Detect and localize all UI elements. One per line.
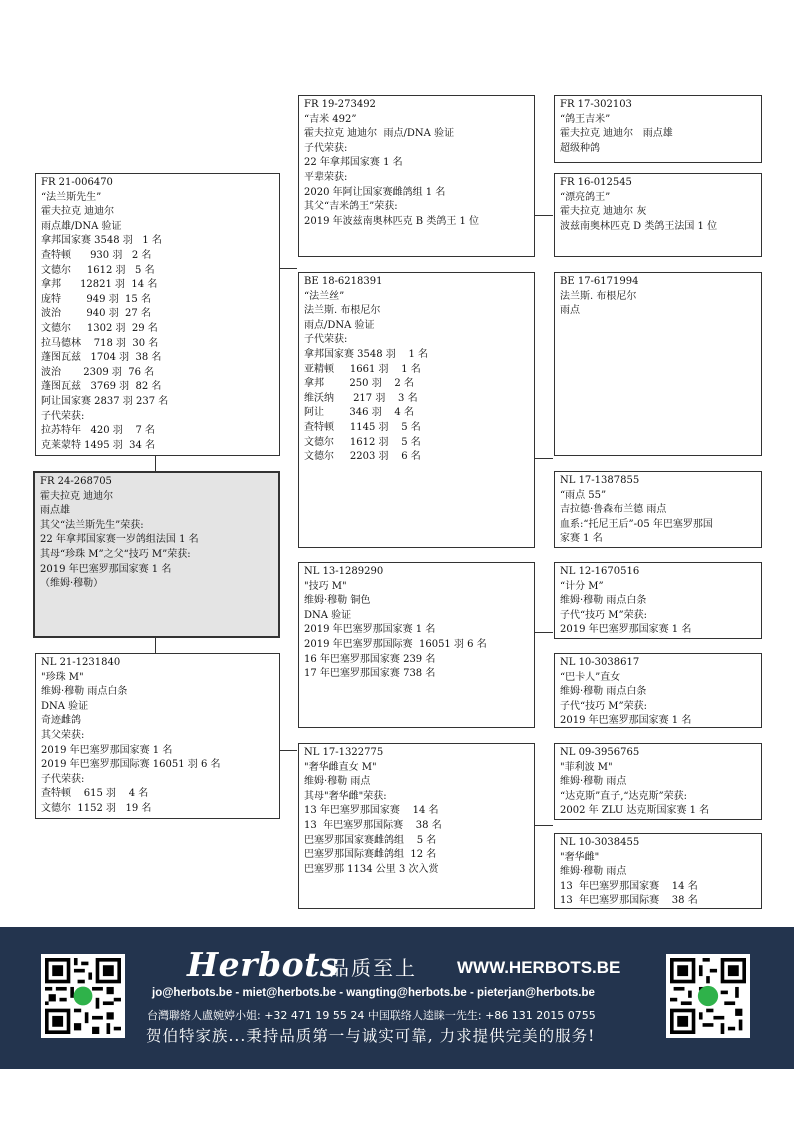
pedigree-line: 霍夫拉克 迪迪尔 灰 — [560, 206, 647, 218]
pedigree-line: 2019 年巴塞罗那国家赛 1 名 — [560, 715, 692, 727]
pedigree-line: "技巧 M" — [304, 580, 347, 592]
dam-dam-box — [298, 743, 535, 909]
pedigree-line: 查特顿 615 羽 4 名 — [41, 788, 149, 800]
pedigree-line: 雨点雄/DNA 验证 — [41, 220, 122, 232]
pedigree-line: “吉米 492” — [304, 113, 357, 125]
pedigree-line: "珍珠 M" — [41, 671, 84, 683]
pedigree-line: 22 年拿邦国家赛一岁鸽组法国 1 名 — [40, 534, 199, 546]
pedigree-line: 维沃纳 217 羽 3 名 — [304, 392, 418, 404]
pedigree-line: "奢华雌" — [560, 851, 600, 863]
pedigree-line: 维姆·穆勒 雨点白条 — [560, 686, 647, 698]
website-link[interactable]: WWW.HERBOTS.BE — [457, 958, 621, 977]
pedigree-line: 维姆·穆勒 雨点白条 — [41, 686, 128, 698]
pedigree-line: 子代荣获: — [304, 142, 348, 154]
sire-sire-sire-box — [554, 95, 762, 163]
pedigree-line: 维姆·穆勒 铜色 — [304, 595, 371, 607]
pedigree-line: 家赛 1 名 — [560, 533, 603, 545]
pedigree-line: NL 12-1670516 — [560, 566, 640, 577]
pedigree-line: 巴塞罗那 1134 公里 3 次入赏 — [304, 863, 439, 875]
pedigree-line: 文德尔 2203 羽 6 名 — [304, 451, 421, 463]
pedigree-line: 文德尔 1302 羽 29 名 — [41, 322, 158, 334]
qr-code-icon — [41, 954, 125, 1038]
dam-sire-sire-box — [554, 562, 762, 639]
sire-dam-sire-box — [554, 272, 762, 456]
sire-dam-dam-box — [554, 471, 762, 548]
pedigree-line: DNA 验证 — [304, 609, 352, 621]
pedigree-line: “巴卡人”直女 — [560, 671, 621, 683]
pedigree-line: 2019 年波兹南奥林匹克 B 类鸽王 1 位 — [304, 215, 480, 227]
tagline: 贺伯特家族...秉持品质第一与诚实可靠, 力求提供完美的服务! — [146, 1027, 596, 1045]
pedigree-line: 波治 2309 羽 76 名 — [41, 366, 155, 378]
pedigree-line: 拿邦国家赛 3548 羽 1 名 — [41, 235, 162, 247]
qr-code-right-icon — [670, 958, 746, 1034]
pedigree-line: 2019 年巴塞罗那国家赛 1 名 — [304, 624, 436, 636]
pedigree-line: FR 21-006470 — [41, 177, 113, 188]
pedigree-line: 文德尔 1612 羽 5 名 — [41, 264, 155, 276]
pedigree-line: BE 17-6171994 — [560, 276, 639, 287]
pedigree-line: 拿邦 12821 羽 14 名 — [41, 279, 158, 291]
pedigree-line: 2002 年 ZLU 达克斯国家赛 1 名 — [560, 805, 710, 817]
pedigree-line: 维姆·穆勒 雨点白条 — [560, 595, 647, 607]
connector-line — [279, 750, 297, 751]
pedigree-line: 阿让 346 羽 4 名 — [304, 407, 414, 419]
pedigree-line: 其父“吉米鸽王”荣获: — [304, 201, 398, 213]
pedigree-line: 拉苏特年 420 羽 7 名 — [41, 425, 156, 437]
dam-dam-dam-box — [554, 833, 762, 909]
email-list[interactable]: jo@herbots.be - miet@herbots.be - wangting@herbots.be - pieterjan@herbots.be — [152, 987, 595, 999]
pedigree-line: 2019 年巴塞罗那国际赛 16051 羽 6 名 — [304, 638, 487, 650]
pedigree-line: 维姆·穆勒 雨点 — [560, 866, 627, 878]
pedigree-line: 法兰斯. 布根尼尔 — [304, 305, 381, 317]
pedigree-line: 2019 年巴塞罗那国家赛 1 名 — [40, 563, 172, 575]
pedigree-line: BE 18-6218391 — [304, 276, 383, 287]
connector-line — [534, 825, 553, 826]
pedigree-line: 雨点雄 — [40, 505, 70, 517]
pedigree-line: 其父“法兰斯先生”荣获: — [40, 519, 144, 531]
connector-line — [279, 268, 297, 269]
contact-info: 台灣聯絡人盧婉婷小姐: +32 471 19 55 24 中国联络人逵睐一先生: +86 131 2015 0755 — [147, 1009, 596, 1022]
pedigree-line: 22 年拿邦国家赛 1 名 — [304, 157, 403, 169]
pedigree-line: 奇迹雌鸽 — [41, 715, 81, 727]
pedigree-line: 阿让国家赛 2837 羽 237 名 — [41, 395, 169, 407]
pedigree-line: 雨点/DNA 验证 — [304, 319, 375, 331]
pedigree-line: 13 年巴塞罗那国际赛 38 名 — [560, 895, 698, 907]
connector-line — [534, 458, 553, 459]
pedigree-line: “法兰斯先生” — [41, 191, 102, 203]
pedigree-line: NL 10-3038455 — [560, 837, 640, 848]
pedigree-line: 2019 年巴塞罗那国家赛 1 名 — [41, 744, 173, 756]
pedigree-line: 血系:“托尼王后”-05 年巴塞罗那国 — [560, 518, 713, 530]
pedigree-line: 霍夫拉克 迪迪尔 雨点/DNA 验证 — [304, 128, 455, 140]
pedigree-line: DNA 验证 — [41, 700, 89, 712]
pedigree-line: 亚精顿 1661 羽 1 名 — [304, 363, 421, 375]
pedigree-line: 巴塞罗那国际赛雌鸽组 12 名 — [304, 849, 437, 861]
dam-sire-dam-box — [554, 653, 762, 728]
pedigree-line: 文德尔 1152 羽 19 名 — [41, 802, 152, 814]
pedigree-line: （维姆·穆勒） — [40, 578, 104, 590]
connector-line — [155, 637, 156, 654]
connector-line — [534, 215, 553, 216]
pedigree-line: 吉拉德·鲁森布兰德 雨点 — [560, 504, 667, 516]
pedigree-line: 霍夫拉克 迪迪尔 — [40, 490, 114, 502]
pedigree-line: “法兰丝” — [304, 290, 345, 302]
qr-code-left-icon — [45, 958, 121, 1034]
pedigree-line: 其父荣获: — [41, 729, 85, 741]
pedigree-line: FR 16-012545 — [560, 177, 632, 188]
pedigree-line: 庞特 949 羽 15 名 — [41, 293, 151, 305]
pedigree-line: “漂亮鸽王” — [560, 191, 611, 203]
brand-logo: Herbots — [187, 945, 339, 984]
pedigree-line: “达克斯”直子,“达克斯”荣获: — [560, 790, 687, 802]
pedigree-line: 其母"奢华雌"荣获: — [304, 790, 387, 802]
pedigree-line: 查特顿 1145 羽 5 名 — [304, 421, 421, 433]
pedigree-line: 其母“珍珠 M”之父“技巧 M”荣获: — [40, 548, 191, 560]
pedigree-line: 雨点 — [560, 305, 580, 317]
pedigree-line: 17 年巴塞罗那国家赛 738 名 — [304, 668, 436, 680]
pedigree-line: 查特顿 930 羽 2 名 — [41, 249, 152, 261]
slogan: 品质至上 — [329, 956, 417, 980]
pedigree-line: 子代荣获: — [41, 410, 85, 422]
pedigree-line: 蓬图瓦兹 3769 羽 82 名 — [41, 381, 162, 393]
pedigree-line: NL 13-1289290 — [304, 566, 384, 577]
dam-box — [35, 653, 280, 819]
pedigree-line: 霍夫拉克 迪迪尔 — [41, 206, 115, 218]
pedigree-line: 霍夫拉克 迪迪尔 雨点雄 — [560, 128, 673, 140]
pedigree-line: 法兰斯. 布根尼尔 — [560, 290, 637, 302]
pedigree-line: 2019 年巴塞罗那国际赛 16051 羽 6 名 — [41, 759, 221, 771]
pedigree-line: 子代荣获: — [304, 334, 348, 346]
pedigree-line: 子代“技巧 M”荣获: — [560, 700, 648, 712]
connector-line — [534, 632, 553, 633]
pedigree-line: 维姆·穆勒 雨点 — [560, 776, 627, 788]
pedigree-line: FR 24-268705 — [40, 476, 112, 487]
wechat-qr-code-icon — [666, 954, 750, 1038]
pedigree-line: 2019 年巴塞罗那国家赛 1 名 — [560, 624, 692, 636]
pedigree-line: FR 19-273492 — [304, 99, 376, 110]
pedigree-line: 维姆·穆勒 雨点 — [304, 776, 371, 788]
pedigree-line: 2020 年阿让国家赛雌鸽组 1 名 — [304, 186, 446, 198]
pedigree-line: “计分 M” — [560, 580, 604, 592]
pedigree-line: 拿邦国家赛 3548 羽 1 名 — [304, 348, 429, 360]
subject-pigeon-box — [33, 471, 280, 638]
pedigree-line: 平辈荣获: — [304, 171, 348, 183]
pedigree-line: 拉马德林 718 羽 30 名 — [41, 337, 159, 349]
pedigree-line: FR 17-302103 — [560, 99, 632, 110]
dam-dam-sire-box — [554, 743, 762, 820]
pedigree-line: NL 17-1387855 — [560, 475, 640, 486]
pedigree-line: NL 10-3038617 — [560, 657, 640, 668]
pedigree-line: 超级种鸽 — [560, 142, 600, 154]
pedigree-line: 波治 940 羽 27 名 — [41, 308, 151, 320]
pedigree-line: 波兹南奥林匹克 D 类鸽王法国 1 位 — [560, 220, 718, 232]
pedigree-line: 蓬图瓦兹 1704 羽 38 名 — [41, 352, 162, 364]
pedigree-line: 克莱蒙特 1495 羽 34 名 — [41, 439, 156, 451]
pedigree-line: 13 年巴塞罗那国家赛 14 名 — [560, 880, 698, 892]
sire-dam-box — [298, 272, 535, 548]
sire-sire-box — [298, 95, 535, 257]
pedigree-line: 13 年巴塞罗那国家赛 14 名 — [304, 805, 439, 817]
pedigree-line: 16 年巴塞罗那国家赛 239 名 — [304, 653, 436, 665]
sire-sire-dam-box — [554, 173, 762, 257]
pedigree-line: 子代荣获: — [41, 773, 85, 785]
pedigree-line: "奢华雌直女 M" — [304, 761, 377, 773]
pedigree-line: “鸽王吉米” — [560, 113, 611, 125]
connector-line — [155, 455, 156, 472]
pedigree-line: “雨点 55” — [560, 489, 607, 501]
pedigree-line: 文德尔 1612 羽 5 名 — [304, 436, 421, 448]
pedigree-line: NL 17-1322775 — [304, 747, 384, 758]
pedigree-line: 拿邦 250 羽 2 名 — [304, 378, 414, 390]
sire-box — [35, 173, 280, 456]
pedigree-line: NL 09-3956765 — [560, 747, 640, 758]
pedigree-line: NL 21-1231840 — [41, 657, 121, 668]
pedigree-line: 子代“技巧 M”荣获: — [560, 609, 648, 621]
dam-sire-box — [298, 562, 535, 728]
pedigree-line: 巴塞罗那国家赛雌鸽组 5 名 — [304, 834, 437, 846]
pedigree-line: "菲利波 M" — [560, 761, 613, 773]
footer-banner — [0, 927, 794, 1069]
pedigree-line: 13 年巴塞罗那国际赛 38 名 — [304, 819, 442, 831]
